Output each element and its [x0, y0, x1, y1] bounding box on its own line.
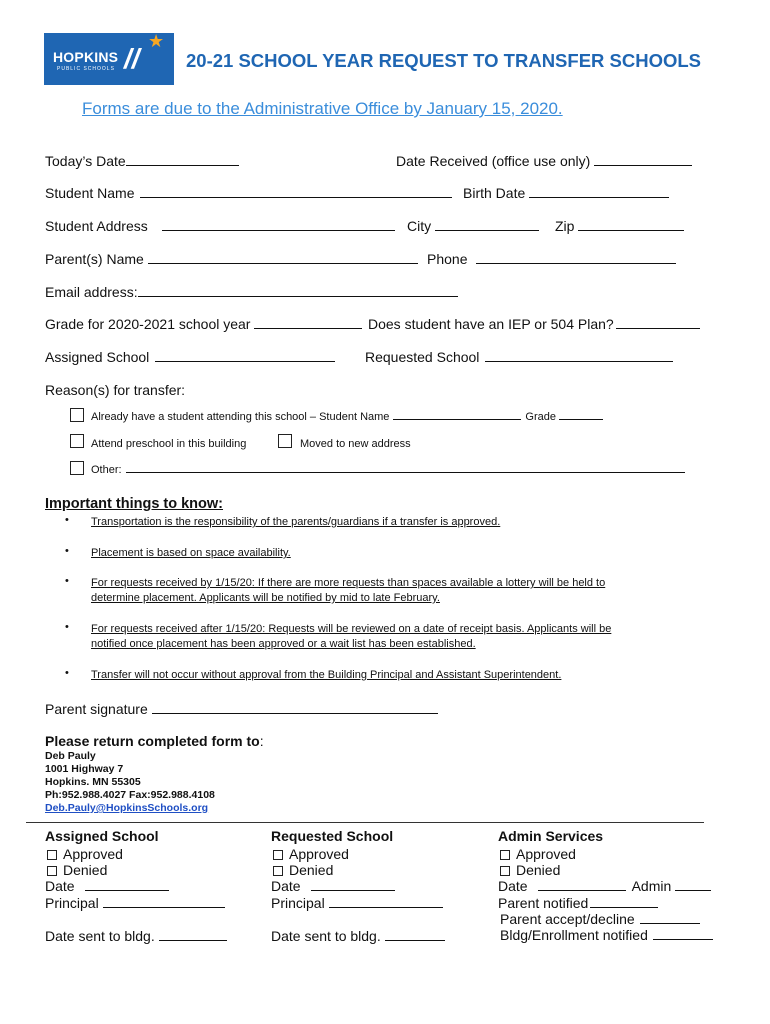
student-address-field[interactable]: [45, 218, 395, 234]
return-heading-text: Please return completed form to: [45, 733, 260, 749]
admin-denied-label: Denied: [516, 862, 561, 878]
bullet-icon: •: [65, 545, 69, 557]
requested-date-label: Date: [271, 878, 301, 894]
return-heading-colon: :: [259, 733, 264, 749]
assigned-school-field[interactable]: [45, 349, 335, 365]
important-heading: Important things to know:: [45, 496, 224, 512]
city-field[interactable]: [407, 218, 539, 234]
important-item-4b: notified once placement has been approved or a wait list has been established.: [91, 638, 476, 650]
assigned-denied-option[interactable]: [47, 862, 107, 878]
other-label: Other:: [91, 464, 122, 476]
preschool-checkbox[interactable]: [70, 434, 84, 448]
important-item-5: Transfer will not occur without approval from the Building Principal and Assistant Superintendent.: [91, 669, 562, 681]
logo-sub: PUBLIC SCHOOLS: [57, 66, 115, 72]
city-label: City: [407, 218, 432, 234]
assigned-denied-label: Denied: [63, 862, 108, 878]
form-title: 20-21 SCHOOL YEAR REQUEST TO TRANSFER SCHOOLS: [186, 50, 702, 71]
important-item-2: Placement is based on space availability.: [91, 547, 291, 559]
hopkins-logo: [44, 33, 174, 85]
important-item-3a: For requests received by 1/15/20: If there are more requests than spaces available a lottery will be held to: [91, 577, 606, 589]
assigned-date-label: Date: [45, 878, 75, 894]
requested-denied-option[interactable]: [273, 862, 333, 878]
student-address-label: Student Address: [45, 218, 148, 234]
assigned-sent-label: Date sent to bldg.: [45, 928, 155, 944]
date-received-label: Date Received (office use only): [396, 153, 591, 169]
assigned-approved-label: Approved: [63, 846, 123, 862]
parent-name-field[interactable]: [45, 251, 418, 267]
requested-date-field[interactable]: [271, 878, 395, 894]
requested-school-field[interactable]: [365, 349, 673, 365]
bldg-notified-field[interactable]: [500, 927, 713, 943]
important-item-1: Transportation is the responsibility of the parents/guardians if a transfer is approved.: [91, 516, 501, 528]
checkbox-icon[interactable]: [500, 866, 510, 876]
birth-date-field[interactable]: [463, 185, 669, 201]
grade-label: Grade for 2020-2021 school year: [45, 316, 251, 332]
checkbox-icon[interactable]: [47, 866, 57, 876]
bullet-icon: •: [65, 667, 69, 679]
important-item-3b: determine placement. Applicants will be notified by mid to late February.: [91, 592, 440, 604]
student-name-label: Student Name: [45, 185, 135, 201]
other-checkbox[interactable]: [70, 461, 84, 475]
date-received-field[interactable]: [396, 153, 692, 169]
assigned-approved-option[interactable]: [47, 846, 123, 862]
admin-approved-label: Approved: [516, 846, 576, 862]
assigned-date-field[interactable]: [45, 878, 169, 894]
bullet-icon: •: [65, 514, 69, 526]
parent-signature-field[interactable]: [45, 701, 438, 717]
requested-principal-field[interactable]: [271, 895, 443, 911]
parent-accept-label: Parent accept/decline: [500, 911, 635, 927]
admin-col-heading: Admin Services: [498, 828, 604, 844]
iep-field[interactable]: [368, 316, 700, 332]
parent-name-label: Parent(s) Name: [45, 251, 144, 267]
parent-notified-field[interactable]: [498, 895, 658, 911]
moved-checkbox[interactable]: [278, 434, 292, 448]
todays-date-label: Today’s Date: [45, 153, 126, 169]
assigned-principal-label: Principal: [45, 895, 99, 911]
return-email-link[interactable]: Deb.Pauly@HopkinsSchools.org: [45, 802, 209, 814]
logo-name: HOPKINS: [53, 49, 119, 65]
admin-approved-option[interactable]: [500, 846, 576, 862]
checkbox-icon[interactable]: [500, 850, 510, 860]
parent-signature-label: Parent signature: [45, 701, 148, 717]
return-name: Deb Pauly: [45, 750, 96, 762]
assigned-school-label: Assigned School: [45, 349, 150, 365]
divider: [26, 822, 704, 823]
admin-date-label: Date: [498, 878, 528, 894]
sibling-option: [91, 411, 603, 423]
return-heading: [45, 733, 264, 749]
reasons-heading: Reason(s) for transfer:: [45, 382, 186, 398]
parent-notified-label: Parent notified: [498, 895, 589, 911]
zip-label: Zip: [555, 218, 575, 234]
email-field[interactable]: [45, 284, 458, 300]
iep-label: Does student have an IEP or 504 Plan?: [368, 316, 614, 332]
bullet-icon: •: [65, 621, 69, 633]
admin-date-field[interactable]: [498, 878, 711, 894]
logo-mark-icon: //: [124, 43, 140, 74]
parent-accept-field[interactable]: [500, 911, 700, 927]
moved-label: Moved to new address: [300, 438, 411, 450]
requested-denied-label: Denied: [289, 862, 334, 878]
requested-principal-label: Principal: [271, 895, 325, 911]
requested-school-label: Requested School: [365, 349, 480, 365]
bullet-icon: •: [65, 575, 69, 587]
requested-approved-option[interactable]: [273, 846, 349, 862]
requested-sent-label: Date sent to bldg.: [271, 928, 381, 944]
phone-label: Phone: [427, 251, 468, 267]
sibling-checkbox[interactable]: [70, 408, 84, 422]
zip-field[interactable]: [555, 218, 684, 234]
return-phone: Ph:952.988.4027 Fax:952.988.4108: [45, 789, 215, 801]
checkbox-icon[interactable]: [47, 850, 57, 860]
preschool-label: Attend preschool in this building: [91, 438, 247, 450]
assigned-principal-field[interactable]: [45, 895, 225, 911]
requested-sent-field[interactable]: [271, 928, 445, 944]
checkbox-icon[interactable]: [273, 866, 283, 876]
return-city: Hopkins. MN 55305: [45, 776, 141, 788]
return-street: 1001 Highway 7: [45, 763, 124, 775]
email-label: Email address:: [45, 284, 138, 300]
admin-denied-option[interactable]: [500, 862, 560, 878]
assigned-col-heading: Assigned School: [45, 828, 159, 844]
star-icon: ★: [148, 31, 165, 51]
requested-approved-label: Approved: [289, 846, 349, 862]
other-field[interactable]: [91, 464, 685, 476]
sibling-label: Already have a student attending this school – Student Name: [91, 411, 390, 423]
requested-col-heading: Requested School: [271, 828, 394, 844]
admin-admin-label: Admin: [631, 878, 672, 894]
phone-field[interactable]: [427, 251, 676, 267]
due-notice: Forms are due to the Administrative Office by January 15, 2020.: [82, 99, 563, 118]
student-name-field[interactable]: [45, 185, 452, 201]
birth-date-label: Birth Date: [463, 185, 526, 201]
checkbox-icon[interactable]: [273, 850, 283, 860]
todays-date-field[interactable]: [45, 153, 239, 169]
important-item-4a: For requests received after 1/15/20: Requests will be reviewed on a date of receipt basis. Applicants will be: [91, 623, 612, 635]
assigned-sent-field[interactable]: [45, 928, 227, 944]
sibling-grade-label: Grade: [525, 411, 556, 423]
bldg-notified-label: Bldg/Enrollment notified: [500, 927, 648, 943]
grade-field[interactable]: [45, 316, 362, 332]
